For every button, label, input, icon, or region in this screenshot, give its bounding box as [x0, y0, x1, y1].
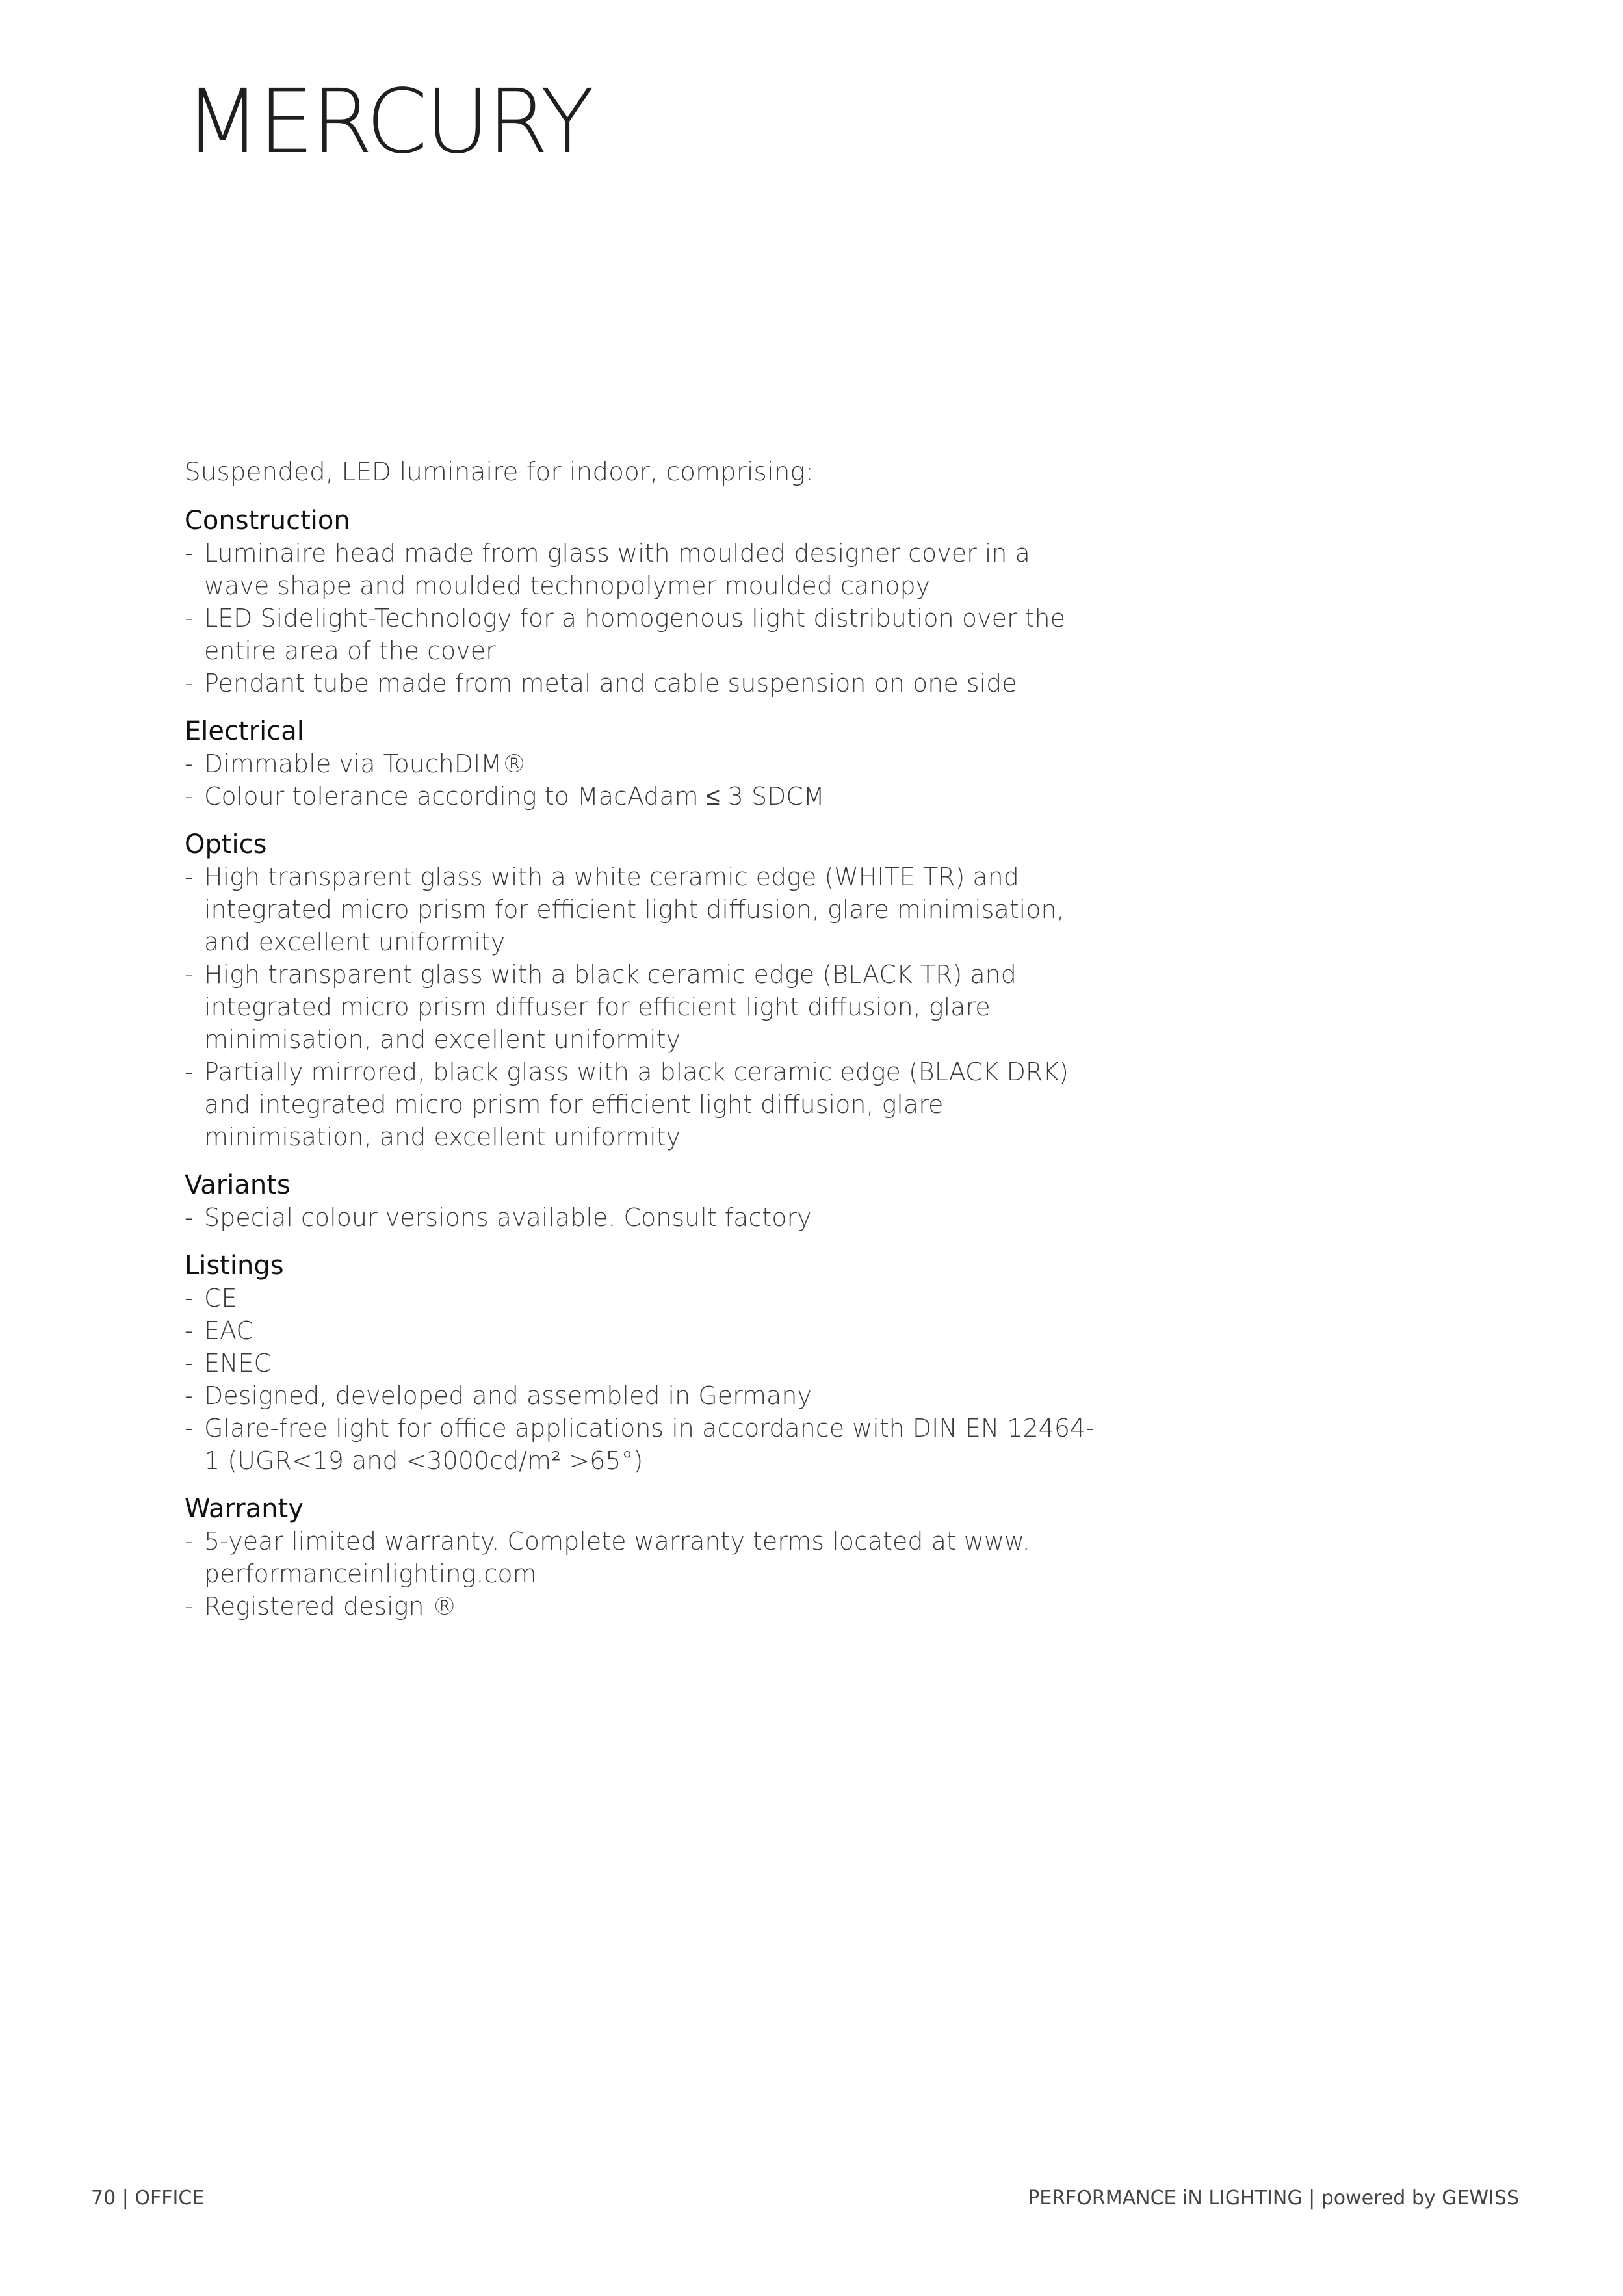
list-item: - EAC — [185, 1314, 1095, 1347]
page-title: MERCURY — [185, 71, 592, 174]
list-item: - Special colour versions available. Consult factory — [185, 1201, 1095, 1234]
section-listings — [185, 1249, 1095, 1477]
electrical-list — [185, 748, 1095, 813]
section-electrical — [185, 715, 1095, 813]
list-item: - Pendant tube made from metal and cable suspension on one side — [185, 667, 1095, 699]
section-variants — [185, 1169, 1095, 1234]
section-heading: Listings — [185, 1251, 284, 1281]
section-construction — [185, 504, 1095, 699]
list-item: - 5-year limited warranty. Complete warranty terms located at www. performanceinlighting.com — [185, 1525, 1095, 1590]
list-item: - Colour tolerance according to MacAdam ≤ 3 SDCM — [185, 780, 1095, 813]
footer-page-number: 70 | OFFICE — [91, 2187, 205, 2210]
list-item: - High transparent glass with a white ceramic edge (WHITE TR) and integrated micro prism for efficient light diffusion, glare minimisation, and excellent uniformity — [185, 861, 1095, 958]
intro-text: Suspended, LED luminaire for indoor, comprising: — [185, 458, 814, 487]
list-item: - Designed, developed and assembled in Germany — [185, 1379, 1095, 1412]
section-warranty — [185, 1493, 1095, 1623]
optics-list — [185, 861, 1095, 1153]
list-item: - CE — [185, 1282, 1095, 1314]
construction-list — [185, 537, 1095, 699]
section-heading: Warranty — [185, 1494, 304, 1524]
section-heading: Electrical — [185, 716, 304, 746]
listings-list — [185, 1282, 1095, 1477]
section-optics — [185, 828, 1095, 1153]
warranty-list — [185, 1525, 1095, 1623]
list-item: - Registered design ® — [185, 1590, 1095, 1623]
section-heading: Optics — [185, 829, 267, 859]
footer-brand: PERFORMANCE iN LIGHTING | powered by GEWISS — [1028, 2187, 1519, 2210]
section-heading: Variants — [185, 1170, 291, 1200]
list-item: - Glare-free light for office applications in accordance with DIN EN 12464-1 (UGR<19 and <3000cd/m² >65°) — [185, 1412, 1095, 1477]
list-item: - Luminaire head made from glass with moulded designer cover in a wave shape and moulded technopolymer moulded canopy — [185, 537, 1095, 602]
product-description — [185, 456, 1095, 1638]
list-item: - Dimmable via TouchDIM® — [185, 748, 1095, 780]
list-item: - ENEC — [185, 1347, 1095, 1379]
section-heading: Construction — [185, 506, 350, 536]
variants-list — [185, 1201, 1095, 1234]
list-item: - Partially mirrored, black glass with a black ceramic edge (BLACK DRK) and integrated micro prism for efficient light diffusion, glare minimisation, and excellent uniformity — [185, 1056, 1095, 1153]
list-item: - High transparent glass with a black ceramic edge (BLACK TR) and integrated micro prism diffuser for efficient light diffusion, glare minimisation, and excellent uniformity — [185, 958, 1095, 1056]
list-item: - LED Sidelight-Technology for a homogenous light distribution over the entire area of the cover — [185, 602, 1095, 667]
